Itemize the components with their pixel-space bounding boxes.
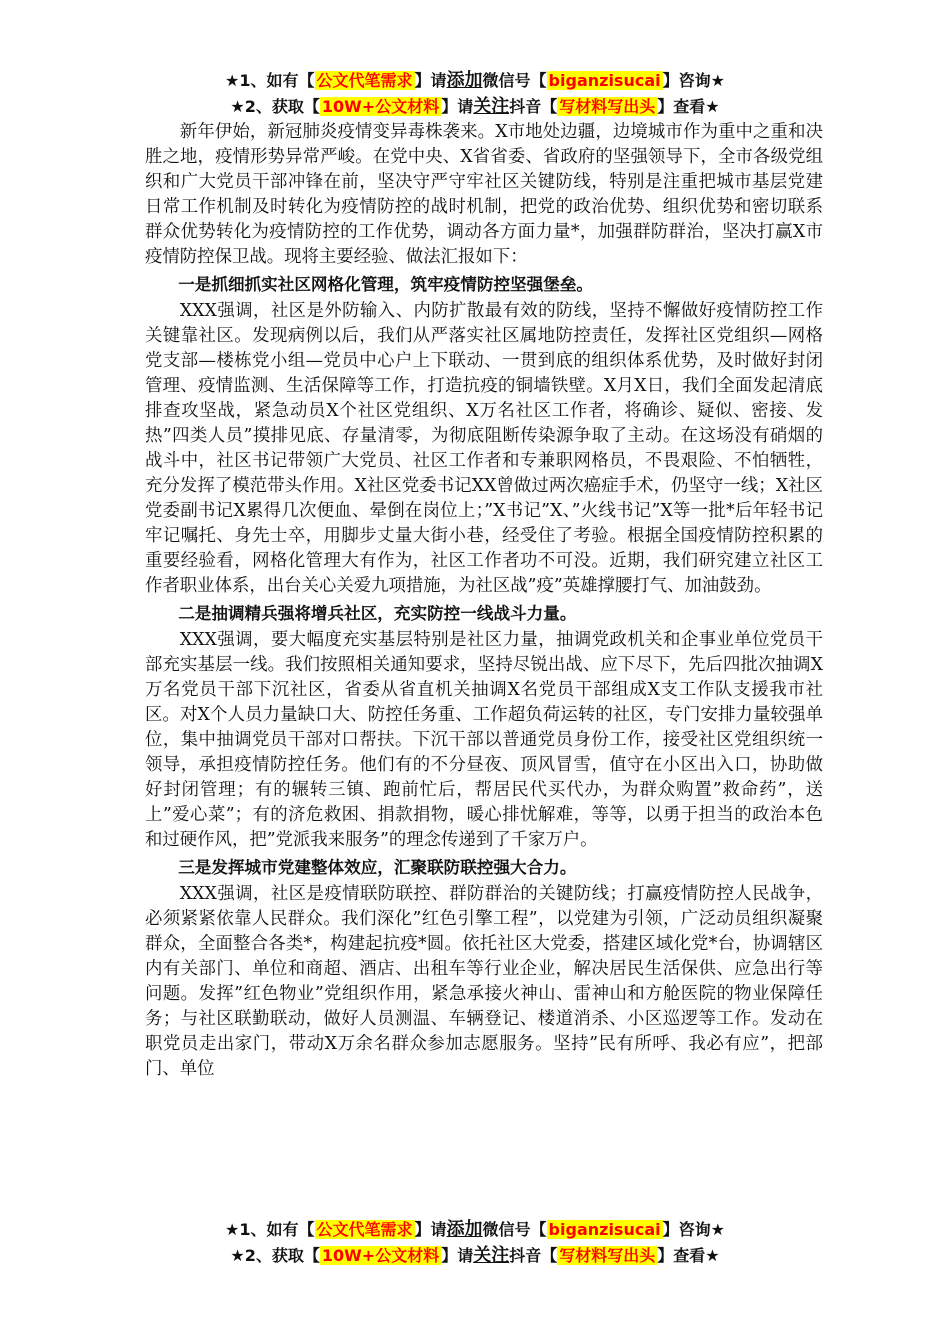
header-banner [0,68,950,120]
banner-line-2 [0,1243,950,1269]
banner-line-1 [0,1217,950,1243]
banner-text: 微信号【 [482,1220,547,1239]
banner-text: 】咨询★ [662,71,725,90]
banner-text: ★2、获取【 [230,97,320,116]
banner-line-1 [0,68,950,94]
banner-text: 微信号【 [482,71,547,90]
highlight-service: 公文代笔需求 [316,71,413,90]
banner-text: 】请 [441,97,474,116]
banner-text: 】咨询★ [662,1220,725,1239]
underline-follow: 关注 [473,1245,510,1266]
banner-text: 抖音【 [509,1246,558,1265]
highlight-materials: 10W+公文材料 [321,1246,440,1265]
highlight-service: 公文代笔需求 [316,1220,413,1239]
underline-follow: 关注 [473,96,510,117]
footer-banner [0,1217,950,1269]
underline-add: 添加 [446,1219,483,1240]
highlight-materials: 10W+公文材料 [321,97,440,116]
section-heading-2: 二是抽调精兵强将增兵社区，充实防控一线战斗力量。 [178,604,577,623]
section-paragraph-2: XXX强调，要大幅度充实基层特别是社区力量，抽调党政机关和企事业单位党员干部充实基层一线。我们按照相关通知要求，坚持尽锐出战、应下尽下，先后四批次抽调X万名党员干部下沉社区，省委从省直机关抽调X名党员干部组成X支工作队支援我市社区。对X个人员力量缺口大、防控任务重、工作超负荷运转的社区，专门安排力量较强单位，集中抽调党员干部对口帮扶。下沉干部以普通党员身份工作，接受社区党组织统一领导，承担疫情防控任务。他们有的不分昼夜、顶风冒雪，值守在小区出入口，协助做好封闭管理；有的辗转三镇、跑前忙后，帮居民代买代办，为群众购置”救命药”，送上”爱心菜”；有的济危救困、捐款捐物，暖心排忧解难，等等，以勇于担当的政治本色和过硬作风，把”党派我来服务”的理念传递到了千家万户。 [145,630,823,850]
banner-text: ★1、如有【 [225,1220,315,1239]
banner-text: 】请 [441,1246,474,1265]
highlight-douyin: 写材料写出头 [559,97,656,116]
document-body [145,120,823,1082]
section-paragraph-1: XXX强调，社区是外防输入、内防扩散最有效的防线，坚持不懈做好疫情防控工作关键靠社区。发现病例以后，我们从严落实社区属地防控责任，发挥社区党组织—网格党支部—楼栋党小组—党员中心户上下联动、一贯到底的组织体系优势，及时做好封闭管理、疫情监测、生活保障等工作，打造抗疫的铜墙铁壁。X月X日，我们全面发起清底排查攻坚战，紧急动员X个社区党组织、X万名社区工作者，将确诊、疑似、密接、发热”四类人员”摸排见底、存量清零，为彻底阻断传染源争取了主动。在这场没有硝烟的战斗中，社区书记带领广大党员、社区工作者和专兼职网格员，不畏艰险、不怕牺牲，充分发挥了模范带头作用。X社区党委书记XX曾做过两次癌症手术，仍坚守一线；X社区党委副书记X累得几次便血、晕倒在岗位上；”X书记”X、”火线书记”X等一批*后年轻书记牢记嘱托、身先士卒，用脚步丈量大街小巷，经受住了考验。根据全国疫情防控积累的重要经验看，网格化管理大有作为，社区工作者功不可没。近期，我们研究建立社区工作者职业体系，出台关心关爱九项措施，为社区战”疫”英雄撑腰打气、加油鼓劲。 [145,301,823,596]
banner-text: 】请 [414,1220,447,1239]
banner-text: ★1、如有【 [225,71,315,90]
banner-text: 抖音【 [509,97,558,116]
highlight-wechat-id: biganzisucai [548,71,661,90]
intro-paragraph: 新年伊始，新冠肺炎疫情变异毒株袭来。X市地处边疆，边境城市作为重中之重和决胜之地，疫情形势异常严峻。在党中央、X省省委、省政府的坚强领导下，全市各级党组织和广大党员干部冲锋在前，坚决守严守牢社区关键防线，特别是注重把城市基层党建日常工作机制及时转化为疫情防控的战时机制，把党的政治优势、组织优势和密切联系群众优势转化为疫情防控的工作优势，调动各方面力量*，加强群防群治，坚决打赢X市疫情防控保卫战。现将主要经验、做法汇报如下： [145,122,823,267]
highlight-douyin: 写材料写出头 [559,1246,656,1265]
banner-text: 】请 [414,71,447,90]
banner-text: 】查看★ [657,1246,720,1265]
section-heading-3: 三是发挥城市党建整体效应，汇聚联防联控强大合力。 [178,858,577,877]
section-paragraph-3: XXX强调，社区是疫情联防联控、群防群治的关键防线；打赢疫情防控人民战争，必须紧紧依靠人民群众。我们深化”红色引擎工程”，以党建为引领，广泛动员组织凝聚群众，全面整合各类*，构建起抗疫*圆。依托社区大党委，搭建区域化党*台，协调辖区内有关部门、单位和商超、酒店、出租车等行业企业，解决居民生活保供、应急出行等问题。发挥”红色物业”党组织作用，紧急承接火神山、雷神山和方舱医院的物业保障任务；与社区联勤联动，做好人员测温、车辆登记、楼道消杀、小区巡逻等工作。发动在职党员走出家门，带动X万余名群众参加志愿服务。坚持”民有所呼、我必有应”，把部门、单位 [145,884,823,1079]
banner-line-2 [0,94,950,120]
section-heading-1: 一是抓细抓实社区网格化管理，筑牢疫情防控坚强堡垒。 [178,275,594,294]
highlight-wechat-id: biganzisucai [548,1220,661,1239]
banner-text: ★2、获取【 [230,1246,320,1265]
banner-text: 】查看★ [657,97,720,116]
underline-add: 添加 [446,70,483,91]
